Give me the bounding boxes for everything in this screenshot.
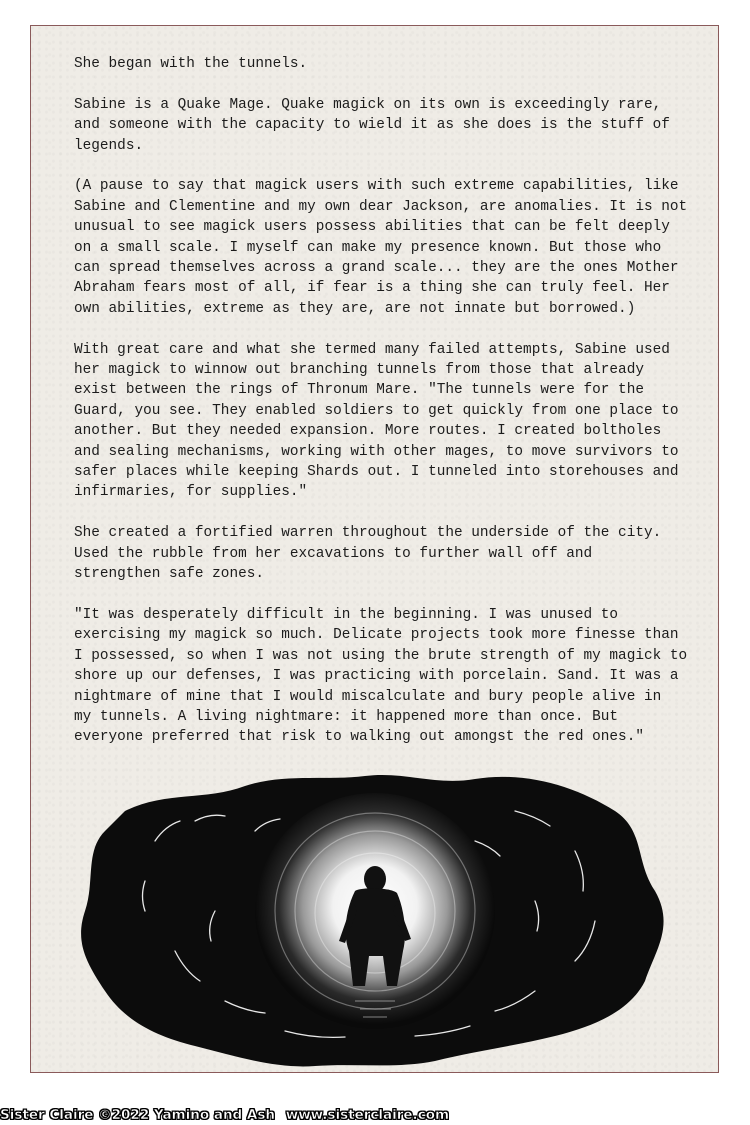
paragraph-6: "It was desperately difficult in the beginning. I was unused to exercising my magick so much. Delicate projects took more finesse than I possessed, so when I was not using the brute strength of my magick to shore up our defenses, I was practicing with porcelain. Sand. It was a nightmare of mine that I would miscalculate and bury people alive in my tunnels. A living nightmare: it happened more than once. But everyone preferred that risk to walking out amongst the red ones." xyxy=(74,606,688,746)
paragraph-1: She began with the tunnels. xyxy=(74,56,308,72)
paragraph-3: (A pause to say that magick users with such extreme capabilities, like Sabine and Clementine and my own dear Jackson, are anomalies. It is not unusual to see magick users possess abilities that can be felt deeply on a small scale. I myself can make my presence known. But those who can spread themselves across a grand scale... they are the ones Mother Abraham fears most of all, if fear is a thing she can truly feel. Her own abilities, extreme as they are, are not innate but borrowed.) xyxy=(74,178,688,317)
credit-text: Sister Claire ©2022 Yamino and Ash xyxy=(0,1107,276,1123)
paragraph-2: Sabine is a Quake Mage. Quake magick on its own is exceedingly rare, and someone with the capacity to wield it as she does is the stuff of legends. xyxy=(74,96,670,154)
story-text xyxy=(74,54,714,768)
credit-footer xyxy=(0,1105,750,1125)
website-link[interactable]: www.sisterclaire.com xyxy=(285,1107,450,1123)
paper-panel xyxy=(30,25,719,1073)
paragraph-5: She created a fortified warren throughout the underside of the city. Used the rubble from her excavations to further wall off and strengthen safe zones. xyxy=(74,525,662,583)
tunnel-illustration xyxy=(55,751,695,1071)
paragraph-4: With great care and what she termed many failed attempts, Sabine used her magick to winnow out branching tunnels from those that already exist between the rings of Thronum Mare. "The tunnels were for the Guard, you see. They enabled soldiers to get quickly from one place to another. But they needed expansion. More routes. I created boltholes and sealing mechanisms, working with other mages, to move survivors to safer places while keeping Shards out. I tunneled into storehouses and infirmaries, for supplies." xyxy=(74,341,679,501)
